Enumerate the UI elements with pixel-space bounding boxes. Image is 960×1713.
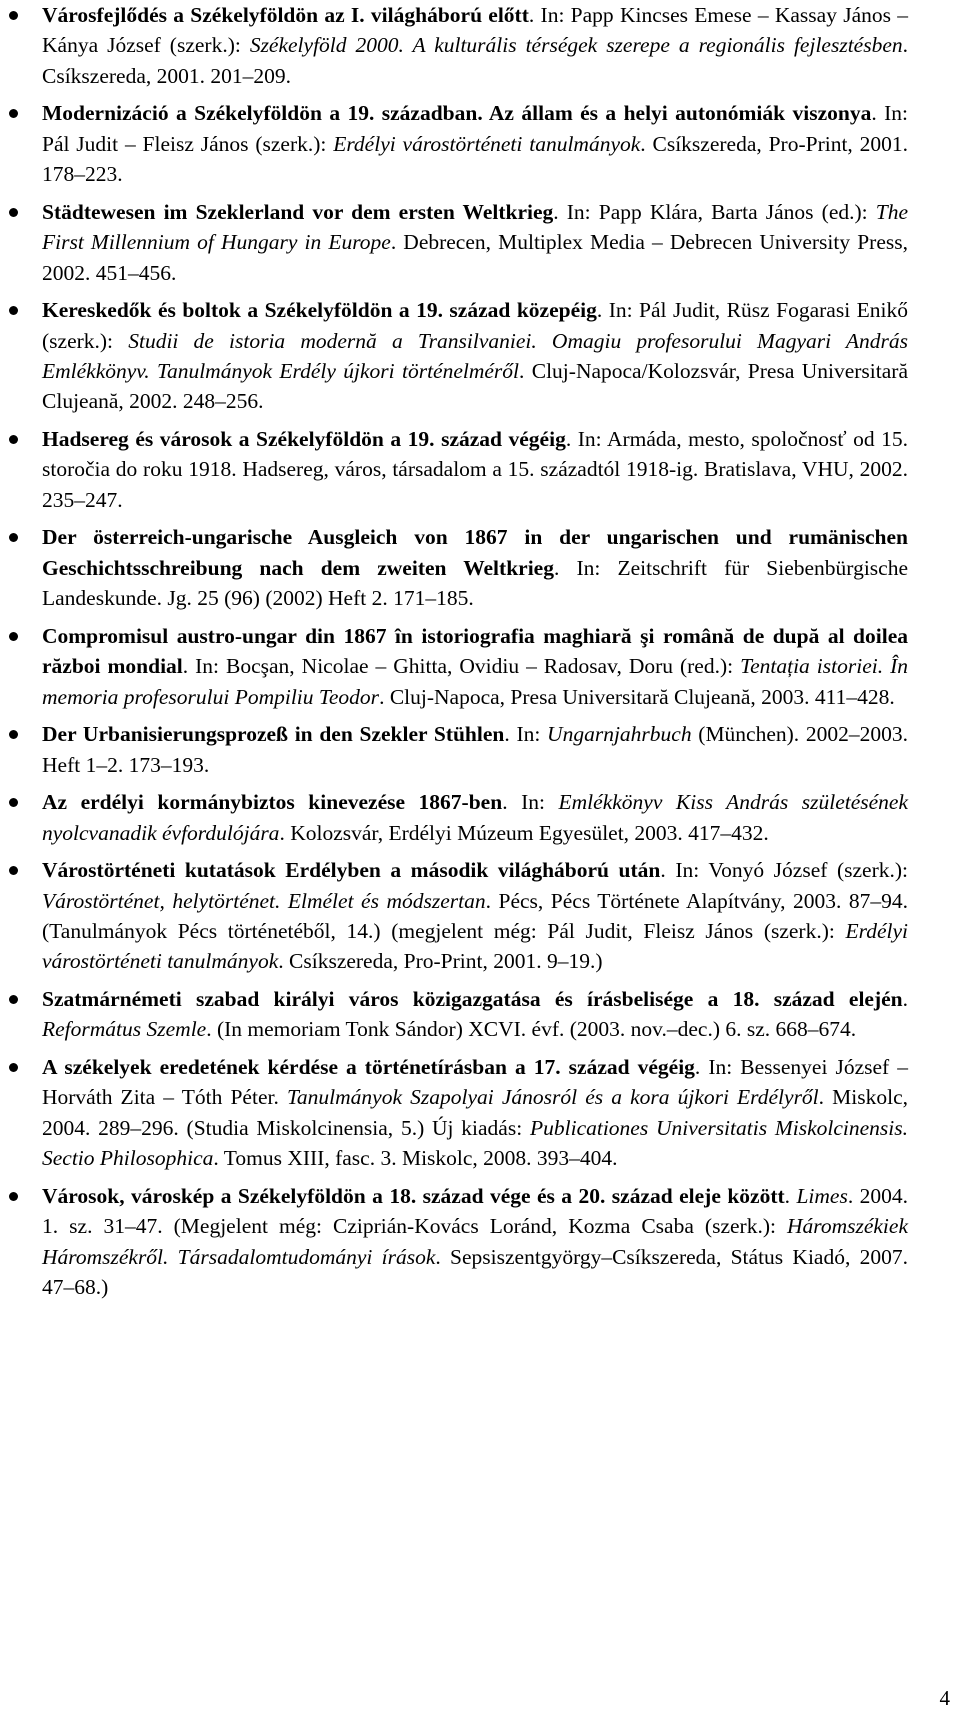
citation-text: (München). 2002–2003. Heft 1–2. 173–193. [42, 722, 909, 777]
citation-text: . Miskolc, 2004. 289–296. (Studia Miskolcinensia, 5.) Új kiadás: [42, 1085, 908, 1140]
citation-text: . Kolozsvár, Erdélyi Múzeum Egyesület, 2003. 417–432. [279, 820, 769, 845]
bibliography-list [42, 0, 908, 1310]
entry-title: Städtewesen im Szeklerland vor dem ersten Weltkrieg [42, 199, 554, 224]
entry-title: Modernizáció a Székelyföldön a 19. században. Az állam és a helyi autonómiák viszonya [42, 101, 872, 126]
citation-text: . Csíkszereda, Pro-Print, 2001. 9–19.) [278, 949, 603, 974]
bibliography-entry [42, 98, 908, 189]
bibliography-entry [42, 295, 908, 417]
bibliography-entry [42, 424, 908, 515]
entry-title: Kereskedők és boltok a Székelyföldön a 19. század közepéig [42, 298, 597, 323]
publication-title: Református Szemle [42, 1017, 207, 1042]
publication-title: Tentația istoriei. În memoria profesorului Pompiliu Teodor [42, 654, 908, 709]
citation-text: . In: Zeitschrift für Siebenbürgische Landeskunde. Jg. 25 (96) (2002) Heft 2. 171–185. [42, 555, 908, 611]
publication-title: Limes [796, 1183, 848, 1208]
bibliography-entry [42, 984, 908, 1045]
citation-text: . In: Papp Klára, Barta János (ed.): [553, 199, 876, 224]
citation-text: . In: Bocşan, Nicolae – Ghitta, Ovidiu – Radosav, Doru (red.): [182, 654, 741, 679]
page-number: 4 [939, 1686, 950, 1710]
entry-title: Compromisul austro-ungar din 1867 în istoriografia maghiară şi română de după al doilea război mondial [42, 623, 908, 679]
citation-text: . [784, 1183, 797, 1208]
publication-title: Tanulmányok Szapolyai Jánosról és a kora újkori Erdélyről [286, 1085, 819, 1110]
citation-text: . In: Pál Judit – Fleisz János (szerk.): [42, 101, 908, 156]
bibliography-entry [42, 1181, 908, 1303]
publication-title: Várostörténet, helytörténet. Elmélet és módszertan [42, 888, 486, 913]
citation-text: . Sepsiszentgyörgy–Csíkszereda, Státus Kiadó, 2007. 47–68.) [42, 1244, 908, 1300]
citation-text: . Cluj-Napoca, Presa Universitară Clujeană, 2003. 411–428. [379, 684, 895, 709]
citation-text: . Debrecen, Multiplex Media – Debrecen University Press, 2002. 451–456. [42, 230, 908, 285]
citation-text: . Tomus XIII, fasc. 3. Miskolc, 2008. 393–404. [213, 1146, 618, 1171]
citation-text: . In: Pál Judit, Rüsz Fogarasi Enikő (szerk.): [42, 298, 908, 353]
entry-title: Hadsereg és városok a Székelyföldön a 19. század végéig [42, 427, 566, 452]
publication-title: Emlékkönyv Kiss András születésének nyolcvanadik évfordulójára [42, 790, 908, 845]
publication-title: The First Millennium of Hungary in Europe [42, 199, 908, 255]
citation-text: . Csíkszereda, Pro-Print, 2001. 178–223. [42, 131, 909, 187]
publication-title: Publicationes Universitatis Miskolcinensis. Sectio Philosophica [42, 1115, 909, 1171]
citation-text: . In: Papp Kincses Emese – Kassay János – Kánya József (szerk.): [42, 3, 909, 58]
bibliography-entry [42, 522, 908, 613]
publication-title: Erdélyi várostörténeti tanulmányok [42, 919, 908, 974]
citation-text: . Pécs, Pécs Története Alapítvány, 2003. 87–94. (Tanulmányok Pécs történetéből, 14.) (megjelent még: Pál Judit, Fleisz János (szerk.): [42, 888, 909, 944]
publication-title: Ungarnjahrbuch [547, 722, 692, 747]
entry-title: Az erdélyi kormánybiztos kinevezése 1867-ben [42, 790, 503, 815]
entry-title: Der Urbanisierungsprozeß in den Szekler Stühlen [42, 722, 505, 747]
bibliography-entry [42, 719, 908, 780]
entry-title: Der österreich-ungarische Ausgleich von 1867 in der ungarischen und rumänischen Geschichtsschreibung nach dem zweiten Weltkrieg [42, 525, 908, 580]
entry-title: Szatmárnémeti szabad királyi város közigazgatása és írásbelisége a 18. század elején [42, 987, 903, 1012]
publication-title: Erdélyi várostörténeti tanulmányok [333, 131, 641, 156]
publication-title: Székelyföld 2000. A kulturális térségek szerepe a regionális fejlesztésben [249, 33, 903, 58]
citation-text: . Csíkszereda, 2001. 201–209. [42, 33, 908, 88]
citation-text: . In: [502, 790, 559, 815]
bibliography-entry [42, 197, 908, 288]
citation-text: . In: Armáda, mesto, spoločnosť od 15. storočia do roku 1918. Hadsereg, város, társadalom a 15. századtól 1918-ig. Bratislava, VHU, 2002. 235–247. [42, 427, 908, 512]
publication-title: Háromszékiek Háromszékről. Társadalomtudományi írások [42, 1214, 908, 1269]
publication-title: Studii de istoria modernă a Transilvaniei. Omagiu profesorului Magyari András Emlékkönyv. Tanulmányok Erdély újkori történelméről [42, 328, 909, 384]
citation-text: . Cluj-Napoca/Kolozsvár, Presa Universitară Clujeană, 2002. 248–256. [42, 359, 908, 414]
entry-title: Városok, városkép a Székelyföldön a 18. század vége és a 20. század eleje között [42, 1183, 785, 1208]
citation-text: . In: [504, 722, 548, 747]
citation-text: . In: Bessenyei József – Horváth Zita – Tóth Péter. [42, 1055, 908, 1110]
citation-text: . 2004. 1. sz. 31–47. (Megjelent még: Cziprián-Kovács Loránd, Kozma Csaba (szerk.): [42, 1183, 909, 1239]
entry-title: Várostörténeti kutatások Erdélyben a második világháború után [42, 858, 661, 883]
bibliography-entry [42, 621, 908, 712]
entry-title: Városfejlődés a Székelyföldön az I. világháború előtt [42, 3, 529, 27]
entry-title: A székelyek eredetének kérdése a történetírásban a 17. század végéig [42, 1055, 695, 1080]
citation-text: . (In memoriam Tonk Sándor) XCVI. évf. (2003. nov.–dec.) 6. sz. 668–674. [206, 1017, 857, 1042]
bibliography-entry [42, 787, 908, 848]
bibliography-entry [42, 1052, 908, 1174]
citation-text: . [902, 987, 908, 1012]
bibliography-entry [42, 0, 908, 91]
bibliography-entry [42, 855, 908, 977]
citation-text: . In: Vonyó József (szerk.): [660, 858, 908, 883]
